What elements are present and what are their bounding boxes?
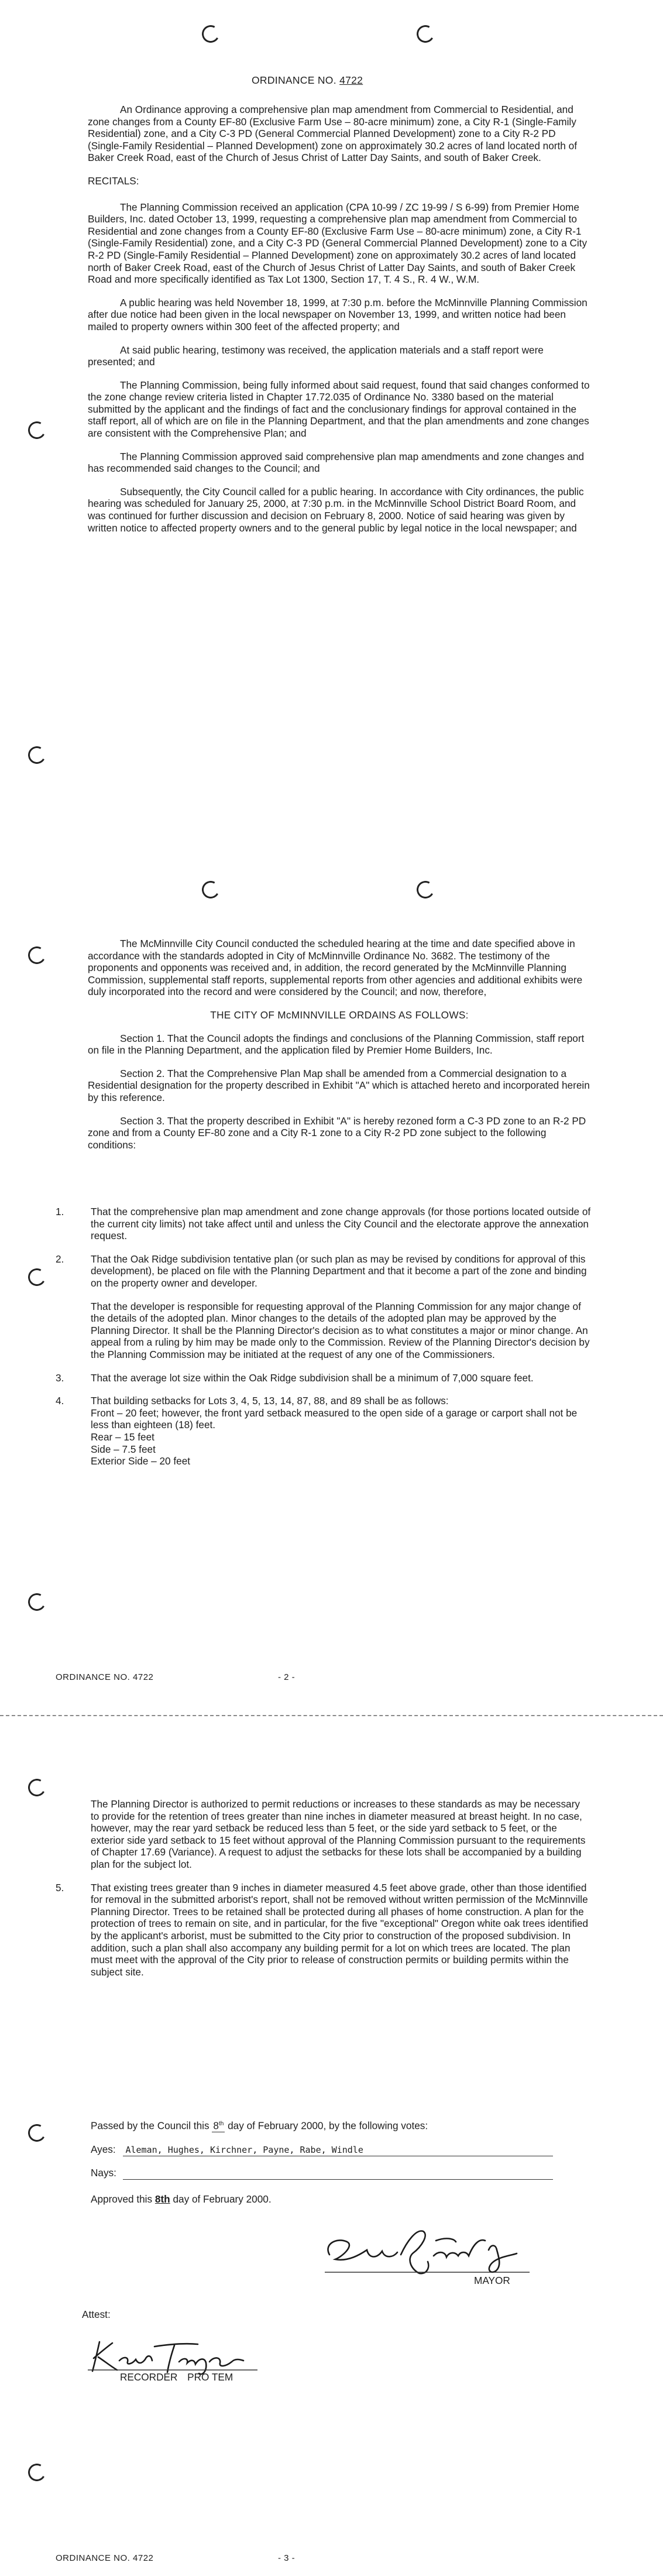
- condition-item: [56, 1253, 591, 1289]
- passed-day-field: [212, 2118, 225, 2132]
- condition-number: 3.: [56, 1371, 64, 1384]
- punch-hole: [415, 879, 437, 901]
- punch-hole: [26, 1591, 48, 1613]
- condition-number: 5.: [56, 1881, 64, 1894]
- recital-paragraph: A public hearing was held November 18, 1999, at 7:30 p.m. before the McMinnville Planning Commission after due notice had been given in the local newspaper on November 13, 1999, and written notice had been mailed to property owners within 300 feet of the affected property; and: [88, 296, 588, 332]
- condition-text: That the average lot size within the Oak Ridge subdivision shall be a minimum of 7,000 square feet.: [91, 1371, 534, 1384]
- condition-text: That building setbacks for Lots 3, 4, 5, 13, 14, 87, 88, and 89 shall be as follows:: [91, 1395, 449, 1407]
- punch-hole: [26, 945, 48, 966]
- condition-text: That existing trees greater than 9 inches in diameter measured 4.5 feet above grade, other than those identified for removal in the submitted arborist's report, shall not be removed without written permission of the McMinnville Planning Director. Trees to be retained shall be protected during all phases of home construction. A plan for the protection of trees to remain on site, and in particular, for the five "exceptional" Oregon white oak trees identified by the applicant's arborist, must be submitted to the City prior to construction of the proposed subdivision. In addition, such a plan shall also accompany any building permit for a lot on which trees are located. The plan must meet with the approval of the City prior to release of construction permits or building permits within the subject site.: [91, 1881, 589, 1978]
- page-number: - 2 -: [278, 1672, 296, 1682]
- passed-day: 8: [213, 2119, 219, 2132]
- recital-paragraph: At said public hearing, testimony was received, the application materials and a staff report were presented; and: [88, 344, 544, 368]
- footer-label: ORDINANCE NO.: [56, 1672, 130, 1682]
- recital-paragraph: Subsequently, the City Council called for a public hearing. In accordance with City ordinances, the public hearing was scheduled for January 25, 2000, at 7:30 p.m. in the McMinnville School District Board Room, and was continued for further discussion and decision on February 8, 2000. Notice of said hearing was given by written notice to affected property owners and to the general public by legal notice in the local newspaper; and: [88, 485, 584, 534]
- footer-ordinance-number: 4722: [133, 1672, 154, 1682]
- recital-paragraph: The Planning Commission received an application (CPA 10-99 / ZC 19-99 / S 6-99) from Premier Home Builders, Inc. dated October 13, 1999, requesting a comprehensive plan map amendment from Commercial to Residential and zone changes from a County EF-80 (Exclusive Farm Use – 80-acre minimum) zone, a City R-1 (Single-Family Residential) zone, and a City C-3 PD (General Commercial Planned Development) zone to a City R-2 PD (Single-Family Residential – Planned Development) zone on approximately 30.2 acres of land located north of Baker Creek Road, east of the Church of Jesus Christ of Latter Day Saints, and south of Baker Creek Road and more specifically identified as Tax Lot 1300, Section 17, T. 4 S., R. 4 W., W.M.: [88, 201, 588, 286]
- punch-hole: [26, 1267, 48, 1288]
- punch-hole: [26, 420, 48, 441]
- ordinance-title-label: ORDINANCE NO.: [252, 74, 336, 86]
- condition-text: That the comprehensive plan map amendment and zone change approvals (for those portions located outside of the current city limits) not take affect until and unless the City Council and the electorate approve the annexation request.: [91, 1206, 591, 1242]
- mayor-label: MAYOR: [474, 2275, 510, 2286]
- conditions-list: [56, 1206, 591, 1467]
- setback-item: Side – 7.5 feet: [91, 1443, 156, 1455]
- attest-label: Attest:: [82, 2309, 111, 2320]
- condition-item: [56, 1372, 591, 1384]
- page-footer: [56, 2553, 524, 2563]
- passed-prefix: Passed by the Council this: [91, 2119, 209, 2132]
- pro-tem-label: PRO TEM: [187, 2371, 233, 2383]
- recital-paragraph: The Planning Commission, being fully informed about said request, found that said changes conformed to the zone change review criteria listed in Chapter 17.72.035 of Ordinance No. 3380 based on the material submitted by the applicant and the findings of fact and the conclusionary findings for approval contained in the staff report, all of which are on file in the Planning Department, and that the plan amendments and zone changes are consistent with the Comprehensive Plan; and: [88, 379, 590, 440]
- recital-paragraph: The Planning Commission approved said comprehensive plan map amendments and zone changes and has recommended said changes to the Council; and: [88, 450, 585, 475]
- condition-number: 4.: [56, 1395, 64, 1407]
- passed-suffix: day of February 2000, by the following votes:: [228, 2119, 428, 2132]
- nays-label: Nays:: [91, 2167, 116, 2179]
- page2-body: [88, 938, 591, 1162]
- section-paragraph: Section 1. That the Council adopts the findings and conclusions of the Planning Commission, staff report on file in the Planning Department, and the application filed by Premier Home Builders, Inc.: [88, 1032, 585, 1057]
- punch-hole: [26, 1777, 48, 1799]
- setback-adjustment-paragraph: The Planning Director is authorized to permit reductions or increases to these standards as may be necessary to provide for the retention of trees greater than nine inches in diameter measured at breast height. In no case, however, may the rear yard setback be reduced less than 5 feet, or the side yard setback to 5 feet, or the exterior side yard setback to 15 feet without approval of the Planning Commission pursuant to the requirements of Chapter 17.69 (Variance). A request to adjust the setbacks for these lots shall be accompanied by a building plan for the subject lot.: [91, 1798, 586, 1870]
- passed-day-suffix: th: [218, 2121, 224, 2127]
- ordinance-number: 4722: [339, 74, 363, 86]
- condition-text: That the Oak Ridge subdivision tentative plan (or such plan as may be revised by conditions for approval of this development), be placed on file with the Planning Department and that it become a part of the zone and binding on the property owner and developer.: [91, 1253, 587, 1289]
- setback-item: Rear – 15 feet: [91, 1431, 154, 1443]
- approved-suffix: day of February 2000.: [173, 2193, 272, 2205]
- condition-item: [56, 1882, 591, 1978]
- recorder-title: [120, 2371, 296, 2383]
- page1-body: [88, 104, 591, 545]
- punch-hole: [200, 23, 222, 45]
- document-page-3: [0, 1717, 663, 2576]
- punch-hole: [26, 2462, 48, 2484]
- punch-hole: [26, 745, 48, 766]
- condition-text: That the developer is responsible for requesting approval of the Planning Commission for any major change of the details of the adopted plan. Minor changes to the details of the adopted plan may be approved by the Planning Director. It shall be the Planning Director's decision as to what constitutes a major or minor change. An appeal from a ruling by him may be made only to the Commission. Review of the Planning Director's decision by the Planning Commission may be initiated at the request of any one of the Commissioners.: [91, 1300, 590, 1360]
- ordinance-title: [252, 74, 427, 87]
- document-page-1: [0, 0, 663, 855]
- page3-body: [56, 1798, 591, 1989]
- approved-prefix: Approved this: [91, 2193, 153, 2205]
- ordains-heading: THE CITY OF McMINNVILLE ORDAINS AS FOLLOWS:: [210, 1009, 469, 1021]
- ordinance-intro: An Ordinance approving a comprehensive plan map amendment from Commercial to Residential, and zone changes from a County EF-80 (Exclusive Farm Use – 80-acre minimum) zone, a City R-1 (Single-Family Residential) zone, and a City C-3 PD (General Commercial Planned Development) zone to a City R-2 PD (Single-Family Residential – Planned Development) zone on approximately 30.2 acres of land located north of Baker Creek Road, east of the Church of Jesus Christ of Latter Day Saints, and south of Baker Creek.: [88, 104, 577, 164]
- page-number: - 3 -: [278, 2553, 296, 2563]
- ayes-row: [91, 2143, 582, 2156]
- passage-statement: [91, 2118, 594, 2132]
- nays-row: [91, 2167, 582, 2179]
- section-paragraph: Section 3. That the property described in Exhibit "A" is hereby rezoned form a C-3 PD zone to an R-2 PD zone and from a County EF-80 zone and a City R-1 zone to a City R-2 PD zone subject to the following conditions:: [88, 1114, 586, 1151]
- footer-label: ORDINANCE NO.: [56, 2553, 130, 2563]
- approved-day: 8th: [154, 2193, 170, 2205]
- approval-statement: [91, 2193, 582, 2205]
- ayes-label: Ayes:: [91, 2143, 116, 2155]
- ayes-names: Aleman, Hughes, Kirchner, Payne, Rabe, Windle: [125, 2145, 363, 2155]
- council-hearing-paragraph: The McMinnville City Council conducted the scheduled hearing at the time and date specified above in accordance with the standards adopted in City of McMinnville Ordinance No. 3682. The testimony of the proponents and opponents was received and, in addition, the record generated by the McMinnville Planning Commission, supplemental staff reports, supplemental reports from other agencies and additional exhibits were duly incorporated into the record and were considered by the Council; and now, therefore,: [88, 938, 583, 998]
- document-page-2: [0, 856, 663, 1713]
- footer-ordinance-number: 4722: [133, 2553, 154, 2563]
- setback-list: [56, 1407, 591, 1467]
- punch-hole: [200, 879, 222, 901]
- punch-hole: [26, 2122, 48, 2144]
- punch-hole: [415, 23, 437, 45]
- section-paragraph: Section 2. That the Comprehensive Plan Map shall be amended from a Commercial designation to a Residential designation for the property described in Exhibit "A" which is attached hereto and incorporated herein by this reference.: [88, 1067, 590, 1103]
- recitals-heading: RECITALS:: [88, 174, 139, 187]
- nays-line: [123, 2179, 553, 2180]
- condition-item: [56, 1301, 591, 1361]
- condition-number: 2.: [56, 1253, 64, 1265]
- condition-item: [56, 1395, 591, 1407]
- recorder-label: RECORDER: [120, 2371, 178, 2383]
- condition-number: 1.: [56, 1206, 64, 1217]
- page-footer: [56, 1672, 524, 1682]
- setback-item: Front – 20 feet; however, the front yard setback measured to the open side of a garage or carport shall not be less than eighteen (18) feet.: [91, 1407, 578, 1431]
- setback-item: Exterior Side – 20 feet: [91, 1455, 191, 1467]
- condition-item: [56, 1206, 591, 1242]
